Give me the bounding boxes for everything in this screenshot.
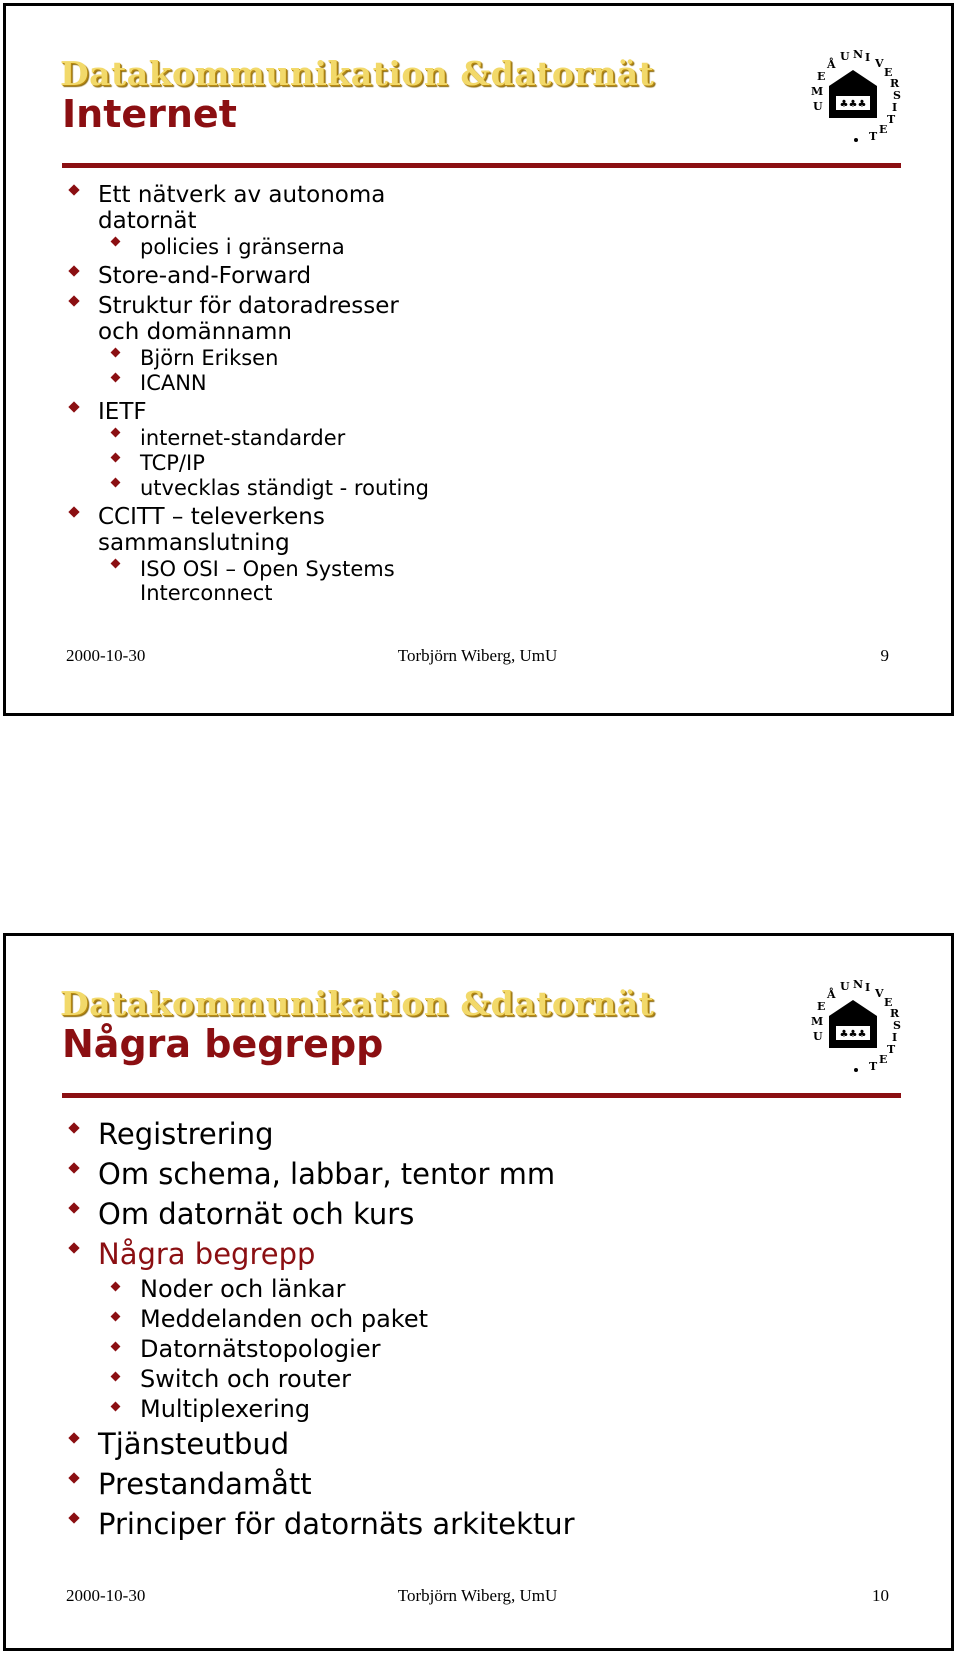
sub-bullet-item (64, 1364, 575, 1394)
svg-text:I: I (865, 981, 871, 994)
bullet-item (64, 1154, 575, 1194)
svg-text:T: T (887, 1043, 896, 1056)
svg-text:E: E (884, 996, 893, 1009)
bullet-list (64, 178, 429, 605)
slide-internet (3, 3, 954, 716)
svg-text:U: U (840, 980, 850, 993)
diamond-bullet-icon (68, 1162, 79, 1173)
svg-text:T: T (869, 130, 878, 143)
slide-title: Internet (62, 92, 237, 136)
diamond-bullet-icon (111, 478, 121, 488)
bullet-text: Multiplexering (140, 1395, 311, 1423)
bullet-text: Några begrepp (98, 1237, 316, 1271)
svg-text:I: I (865, 51, 871, 64)
footer-author: Torbjörn Wiberg, UmU (397, 646, 558, 665)
svg-text:E: E (879, 1053, 888, 1066)
svg-text:E: E (879, 123, 888, 136)
bullet-text: sammanslutning (98, 530, 290, 556)
bullet-text: Store-and-Forward (98, 263, 312, 289)
diamond-bullet-icon (111, 373, 121, 383)
bullet-item (64, 263, 429, 289)
bullet-text: IETF (98, 399, 147, 425)
bullet-item (64, 1194, 575, 1234)
svg-text:V: V (875, 987, 884, 1000)
sub-bullet-item (64, 557, 429, 581)
footer-author: Torbjörn Wiberg, UmU (397, 1586, 558, 1605)
slide-title: Några begrepp (62, 1022, 384, 1066)
bullet-text: Registrering (98, 1117, 274, 1151)
diamond-bullet-icon (111, 1402, 121, 1412)
footer-date: 2000-10-30 (66, 646, 146, 665)
svg-text:M: M (811, 85, 824, 98)
bullet-list (64, 1114, 575, 1544)
bullet-text: ISO OSI – Open Systems (140, 557, 395, 581)
diamond-bullet-icon (68, 506, 79, 517)
diamond-bullet-icon (68, 1512, 79, 1523)
svg-text:Å: Å (827, 988, 836, 1001)
bullet-text: CCITT – televerkens (98, 504, 325, 530)
bullet-text: policies i gränserna (140, 235, 345, 259)
diamond-bullet-icon (111, 453, 121, 463)
bullet-text: Meddelanden och paket (140, 1305, 429, 1333)
diamond-bullet-icon (111, 1372, 121, 1382)
bullet-text: Björn Eriksen (140, 346, 279, 370)
university-seal-icon (803, 48, 903, 148)
bullet-item (64, 581, 429, 605)
diamond-bullet-icon (68, 1432, 79, 1443)
sub-bullet-item (64, 235, 429, 259)
diamond-bullet-icon (68, 1202, 79, 1213)
diamond-bullet-icon (111, 559, 121, 569)
bullet-text: Tjänsteutbud (98, 1427, 290, 1461)
svg-text:T: T (869, 1060, 878, 1073)
diamond-bullet-icon (111, 237, 121, 247)
svg-text:I: I (892, 1031, 898, 1044)
diamond-bullet-icon (111, 1342, 121, 1352)
sub-bullet-item (64, 1304, 575, 1334)
bullet-item (64, 1504, 575, 1544)
title-divider (62, 1093, 901, 1098)
footer-date: 2000-10-30 (66, 1586, 146, 1605)
sub-bullet-item (64, 346, 429, 370)
svg-text:E: E (817, 70, 826, 83)
bullet-item (64, 504, 429, 530)
bullet-text: Noder och länkar (140, 1275, 346, 1303)
university-seal-icon (803, 978, 903, 1078)
footer-page-number: 9 (880, 646, 889, 665)
sub-bullet-item (64, 371, 429, 395)
bullet-item (64, 208, 429, 234)
bullet-text: och domännamn (98, 319, 293, 345)
slide-nagra-begrepp (3, 933, 954, 1651)
bullet-text: Principer för datornäts arkitektur (98, 1507, 575, 1541)
diamond-bullet-icon (111, 1312, 121, 1322)
course-title: Datakommunikation &datornät (60, 54, 655, 93)
course-title: Datakommunikation &datornät (60, 984, 655, 1023)
bullet-item (64, 182, 429, 208)
diamond-bullet-icon (68, 401, 79, 412)
svg-text:N: N (853, 978, 864, 991)
bullet-item (64, 1234, 575, 1274)
bullet-text: utvecklas ständigt - routing (140, 476, 429, 500)
bullet-text: datornät (98, 208, 197, 234)
bullet-text: Datornätstopologier (140, 1335, 381, 1363)
footer-page-number: 10 (872, 1586, 889, 1605)
bullet-text: Interconnect (140, 581, 273, 605)
sub-bullet-item (64, 426, 429, 450)
svg-text:N: N (853, 48, 864, 61)
diamond-bullet-icon (68, 184, 79, 195)
svg-text:U: U (813, 1030, 823, 1043)
sub-bullet-item (64, 451, 429, 475)
svg-text:S: S (893, 1019, 901, 1032)
sub-bullet-item (64, 1334, 575, 1364)
svg-text:E: E (817, 1000, 826, 1013)
bullet-text: ICANN (140, 371, 207, 395)
sub-bullet-item (64, 476, 429, 500)
svg-text:U: U (813, 100, 823, 113)
bullet-text: Switch och router (140, 1365, 351, 1393)
bullet-item (64, 399, 429, 425)
bullet-item (64, 1114, 575, 1154)
bullet-text: Om schema, labbar, tentor mm (98, 1157, 556, 1191)
diamond-bullet-icon (111, 428, 121, 438)
svg-text:V: V (875, 57, 884, 70)
svg-text:E: E (884, 66, 893, 79)
svg-text:S: S (893, 89, 901, 102)
title-divider (62, 163, 901, 168)
bullet-item (64, 293, 429, 319)
bullet-item (64, 319, 429, 345)
svg-text:R: R (890, 1007, 900, 1020)
bullet-text: TCP/IP (140, 451, 205, 475)
bullet-item (64, 530, 429, 556)
diamond-bullet-icon (68, 295, 79, 306)
svg-text:Å: Å (827, 58, 836, 71)
bullet-text: internet-standarder (140, 426, 346, 450)
svg-text:U: U (840, 50, 850, 63)
bullet-text: Ett nätverk av autonoma (98, 182, 386, 208)
sub-bullet-item (64, 1394, 575, 1424)
svg-text:♣♣♣: ♣♣♣ (839, 1029, 867, 1040)
svg-text:M: M (811, 1015, 824, 1028)
svg-text:T: T (887, 113, 896, 126)
diamond-bullet-icon (68, 1242, 79, 1253)
bullet-item (64, 1424, 575, 1464)
svg-text:R: R (890, 77, 900, 90)
bullet-text: Prestandamått (98, 1467, 312, 1501)
bullet-text: Struktur för datoradresser (98, 293, 399, 319)
diamond-bullet-icon (111, 1282, 121, 1292)
bullet-item (64, 1464, 575, 1504)
svg-text:I: I (892, 101, 898, 114)
diamond-bullet-icon (111, 348, 121, 358)
diamond-bullet-icon (68, 265, 79, 276)
diamond-bullet-icon (68, 1122, 79, 1133)
sub-bullet-item (64, 1274, 575, 1304)
diamond-bullet-icon (68, 1472, 79, 1483)
bullet-text: Om datornät och kurs (98, 1197, 415, 1231)
svg-text:♣♣♣: ♣♣♣ (839, 99, 867, 110)
